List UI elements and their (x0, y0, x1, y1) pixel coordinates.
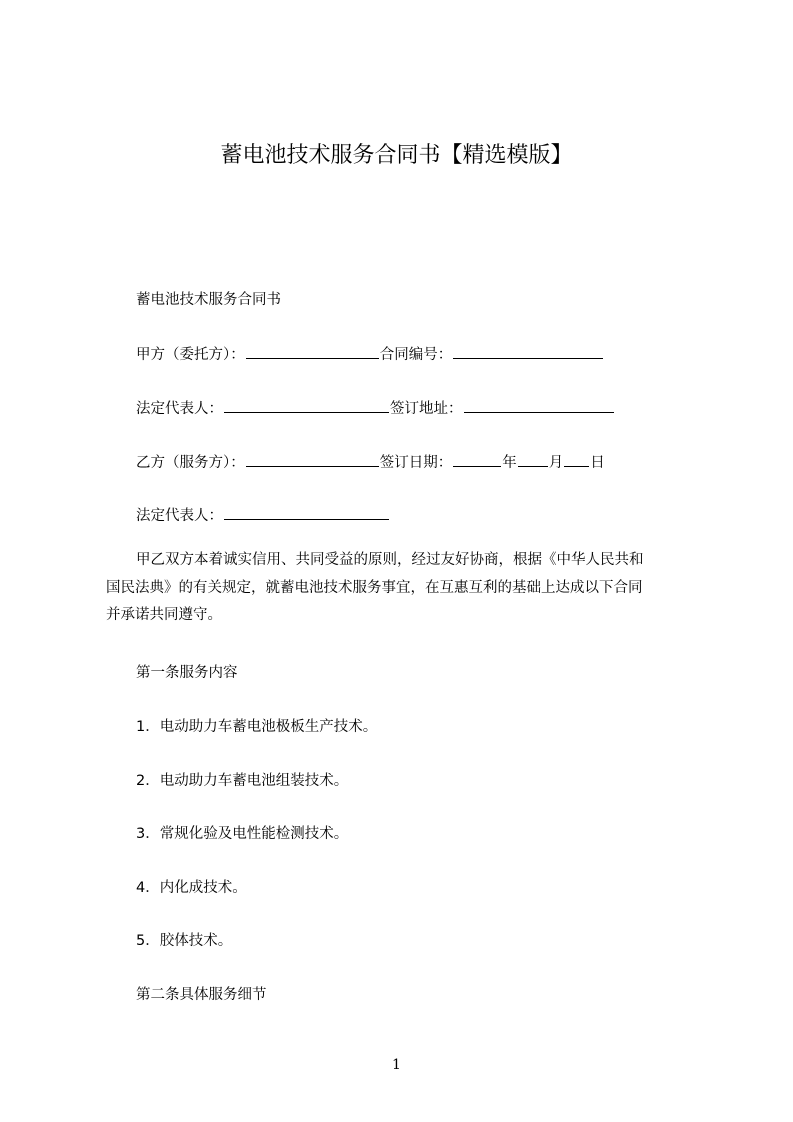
party-a-label: 甲方（委托方）： (136, 347, 245, 363)
year-label: 年 (502, 455, 517, 471)
article-1-heading: 第一条服务内容 (136, 665, 238, 681)
legal-rep-label-1: 法定代表人： (136, 401, 223, 417)
legal-rep-label-2: 法定代表人： (136, 508, 223, 524)
preamble-paragraph (106, 547, 706, 630)
contract-no-label: 合同编号： (379, 347, 453, 363)
party-a-blank[interactable] (246, 343, 379, 359)
service-item: 3．常规化验及电性能检测技术。 (136, 826, 349, 842)
day-blank[interactable] (564, 451, 589, 467)
legal-rep-row-2 (136, 504, 390, 526)
sign-date-label: 签订日期： (379, 455, 453, 471)
service-item: 1．电动助力车蓄电池极板生产技术。 (136, 719, 378, 735)
month-blank[interactable] (518, 451, 548, 467)
day-label: 日 (590, 455, 605, 471)
preamble-line: 并承诺共同遵守。 (106, 607, 222, 623)
contract-no-blank[interactable] (453, 343, 603, 359)
sign-address-label: 签订地址： (390, 401, 463, 417)
party-b-blank[interactable] (246, 451, 379, 467)
legal-rep-row-1 (136, 397, 615, 419)
legal-rep-blank-2[interactable] (224, 504, 389, 520)
party-b-label: 乙方（服务方）： (136, 455, 245, 471)
legal-rep-blank-1[interactable] (224, 397, 389, 413)
contract-subtitle: 蓄电池技术服务合同书 (136, 292, 281, 308)
article-2-heading: 第二条具体服务细节 (136, 987, 267, 1003)
service-item: 2．电动助力车蓄电池组装技术。 (136, 773, 349, 789)
page-number: 1 (392, 1057, 401, 1073)
month-label: 月 (548, 455, 564, 471)
document-title: 蓄电池技术服务合同书【精选模版】 (220, 143, 573, 168)
preamble-line: 甲乙双方本着诚实信用、共同受益的原则，经过友好协商，根据《中华人民共和 (136, 552, 644, 568)
preamble-line: 国民法典》的有关规定，就蓄电池技术服务事宜，在互惠互利的基础上达成以下合同 (106, 579, 643, 596)
service-item: 4．内化成技术。 (136, 880, 247, 896)
year-blank[interactable] (453, 451, 501, 467)
service-item: 5．胶体技术。 (136, 933, 233, 949)
party-b-row (136, 451, 605, 473)
party-a-row (136, 343, 604, 365)
sign-address-blank[interactable] (464, 397, 614, 413)
